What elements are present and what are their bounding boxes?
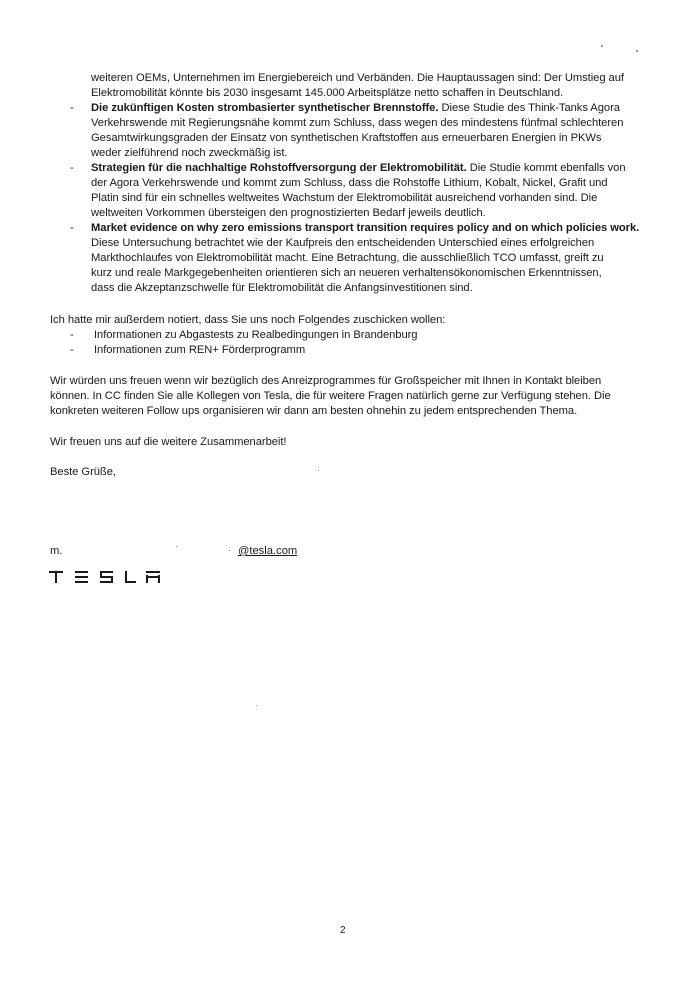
list-item: Informationen zum REN+ Förderprogramm xyxy=(94,344,306,356)
closing-line: Wir freuen uns auf die weitere Zusammenarbeit! xyxy=(50,436,287,448)
text-line: kurz und reale Markgegebenheiten orientieren sich an neueren verhaltensökonomischen Erkenntnissen, xyxy=(91,267,602,279)
bullet-text: Die Studie kommt ebenfalls von xyxy=(466,162,626,174)
bullet-item-synthetic-fuels xyxy=(91,101,620,116)
text-line: der Agora Verkehrswende und kommt zum Schluss, dass die Rohstoffe Lithium, Kobalt, Nickel, Grafit und xyxy=(91,177,608,189)
text-line: Verkehrswende mit Regierungsnähe kommt zum Schluss, dass wegen des mindestens fünfmal schlechteren xyxy=(91,117,624,129)
bullet-text: Diese Studie des Think-Tanks Agora xyxy=(438,102,620,114)
signature-email-link[interactable]: @tesla.com xyxy=(238,545,298,557)
tesla-logo xyxy=(49,570,161,584)
text-line: Gesamtwirkungsgraden der Einsatz von synthetischen Kraftstoffen aus erneuerbaren Energien in PKWs xyxy=(91,132,602,144)
bullet-dash: - xyxy=(70,222,74,234)
text-line: dass die Akzeptanzschwelle für Elektromobilität die Anfangsinvestitionen sind. xyxy=(91,282,473,294)
paragraph-intro: Ich hatte mir außerdem notiert, dass Sie uns noch Folgendes zuschicken wollen: xyxy=(50,314,446,326)
bullet-title: Strategien für die nachhaltige Rohstoffversorgung der Elektromobilität. xyxy=(91,162,467,174)
text-line: weiteren OEMs, Unternehmen im Energiebereich und Verbänden. Die Hauptaussagen sind: Der Umstieg auf xyxy=(91,72,624,84)
scan-speck xyxy=(318,470,319,471)
text-line: weder zielführend noch zweckmäßig ist. xyxy=(91,147,288,159)
scan-speck xyxy=(229,550,230,551)
bullet-item-raw-materials xyxy=(91,161,626,176)
greeting: Beste Grüße, xyxy=(50,466,116,478)
bullet-dash: - xyxy=(70,162,74,174)
bullet-dash: - xyxy=(70,102,74,114)
bullet-title: Die zukünftigen Kosten strombasierter synthetischer Brennstoffe. xyxy=(91,102,439,114)
bullet-item-market-evidence: Market evidence on why zero emissions transport transition requires policy and on which policies work. xyxy=(91,222,640,234)
scan-speck xyxy=(176,546,177,547)
text-line: konkreten weiteren Follow ups organisieren wir dann am besten ohnehin zu jedem entsprechenden Thema. xyxy=(50,405,578,417)
scan-speck xyxy=(256,705,257,706)
text-line: können. In CC finden Sie alle Kollegen von Tesla, die für weitere Fragen natürlich gerne zur Verfügung stehen. Die xyxy=(50,390,611,402)
scan-speck xyxy=(601,45,603,47)
text-line: Elektromobilität könnte bis 2030 insgesamt 145.000 Arbeitsplätze netto schaffen in Deutschland. xyxy=(91,87,564,99)
page-number: 2 xyxy=(340,925,346,936)
signature-prefix: m. xyxy=(50,545,63,557)
bullet-dash: - xyxy=(70,344,74,356)
list-item: Informationen zu Abgastests zu Realbedingungen in Brandenburg xyxy=(94,329,418,341)
text-line: weltweiten Vorkommen übersteigen den prognostizierten Bedarf jeweils deutlich. xyxy=(91,207,486,219)
bullet-dash: - xyxy=(70,329,74,341)
text-line: Markthochlaufes von Elektromobilität macht. Eine Betrachtung, die ausschließlich TCO umfasst, greift zu xyxy=(91,252,604,264)
text-line: Platin sind für ein schnelles weltweites Wachstum der Elektromobilität ausreichend vorhanden sind. Die xyxy=(91,192,598,204)
text-line: Diese Untersuchung betrachtet wie der Kaufpreis den entscheidenden Unterschied eines erfolgreichen xyxy=(91,237,595,249)
scan-speck xyxy=(636,50,638,52)
text-line: Wir würden uns freuen wenn wir bezüglich des Anreizprogrammes für Großspeicher mit Ihnen in Kontakt bleiben xyxy=(50,375,602,387)
